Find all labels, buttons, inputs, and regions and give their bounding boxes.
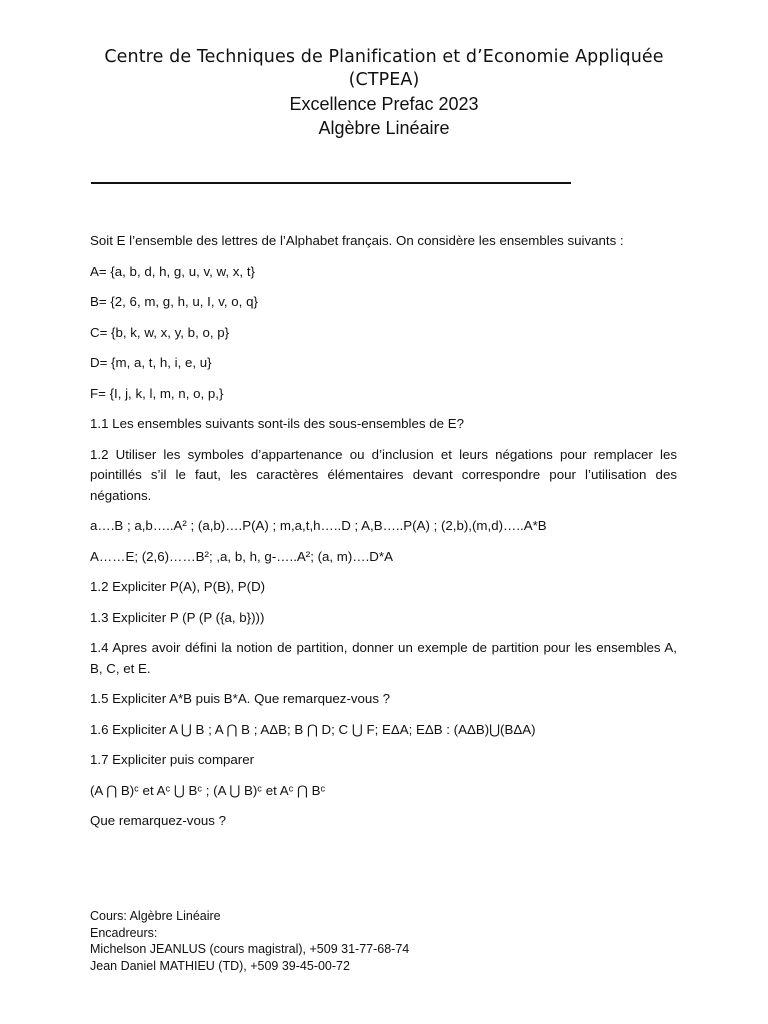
institution-name: Centre de Techniques de Planification et d’Economie Appliquée (CTPEA) [104,47,664,90]
set-definition: C= {b, k, w, x, y, b, o, p} [90,324,230,340]
intro-text: Soit E l’ensemble des lettres de l’Alphabet français. On considère les ensembles suivants : [90,233,624,248]
set-definition: F= {I, j, k, l, m, n, o, p,} [90,385,224,401]
question-1-1: 1.1 Les ensembles suivants sont-ils des sous-ensembles de E? [90,416,464,431]
question-1-5: 1.5 Expliciter A*B puis B*A. Que remarquez-vous ? [90,691,391,706]
set-definition: A= {a, b, d, h, g, u, v, w, x, t} [90,263,255,279]
fill-in-line: A……E; (2,6)……B²; ,a, b, h, g-…..A²; (a, m)….D*A [90,548,393,564]
supervisor-contact: Michelson JEANLUS (cours magistral), +509 31-77-68-74 [90,942,410,956]
exercise-body [90,231,677,842]
question-1-7-expression: (A ⋂ B)ᶜ et Aᶜ ⋃ Bᶜ ; (A ⋃ B)ᶜ et Aᶜ ⋂ Bᶜ [90,782,326,798]
question-1-7: 1.7 Expliciter puis comparer [90,752,255,767]
question-1-4: 1.4 Apres avoir défini la notion de partition, donner un exemple de partition pour les ensembles A, B, C, et E. [90,640,677,676]
document-footer [90,908,409,974]
supervisor-contact: Jean Daniel MATHIEU (TD), +509 39-45-00-72 [90,958,350,973]
set-definition: B= {2, 6, m, g, h, u, I, v, o, q} [90,294,258,309]
fill-in-line: a….B ; a,b…..A² ; (a,b)….P(A) ; m,a,t,h…..D ; A,B…..P(A) ; (2,b),(m,d)…..A*B [90,518,547,533]
subject-title: Algèbre Linéaire [318,118,450,138]
header-divider [91,182,571,184]
document-header [0,46,768,140]
program-title: Excellence Prefac 2023 [289,94,479,114]
question-1-6: 1.6 Expliciter A ⋃ B ; A ⋂ B ; AΔB; B ⋂ D; C ⋃ F; EΔA; EΔB : (AΔB)⋃(BΔA) [90,721,536,737]
question-1-2: 1.2 Utiliser les symboles d’appartenance ou d’inclusion et leurs négations pour remplacer les pointillés s’il le faut, les caractères élémentaires devant correspondre pour l’utilisation des négations. [90,446,677,503]
set-definition: D= {m, a, t, h, i, e, u} [90,355,212,370]
question-1-3: 1.3 Expliciter P (P (P ({a, b}))) [90,609,265,625]
closing-question: Que remarquez-vous ? [90,813,226,828]
question-1-2b: 1.2 Expliciter P(A), P(B), P(D) [90,579,266,594]
supervisors-label: Encadreurs: [90,925,158,940]
course-name: Cours: Algèbre Linéaire [90,909,221,923]
